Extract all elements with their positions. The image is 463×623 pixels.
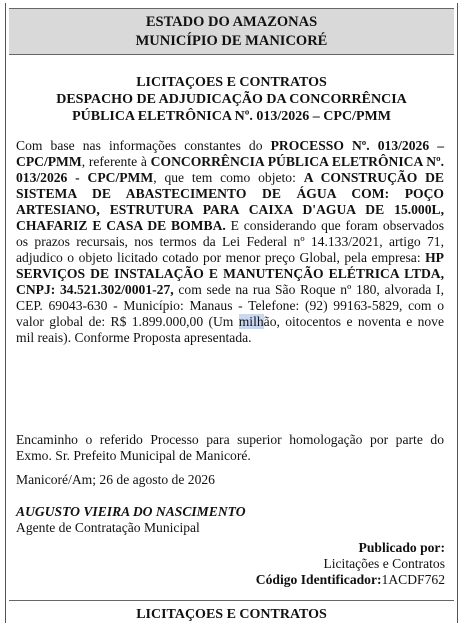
identifier-label: Código Identificador:: [255, 572, 382, 587]
forwarding-paragraph: Encaminho o referido Processo para superior homologação por parte do Exmo. Sr. Prefeito Municipal de Manicoré.: [16, 432, 444, 463]
despacho-title-line1: DESPACHO DE ADJUDICAÇÃO DA CONCORRÊNCIA: [56, 92, 407, 107]
signatory-role: Agente de Contratação Municipal: [16, 520, 200, 535]
body-text: ão, oitocentos e noventa e nove mil reais). Conforme Proposta apresentada.: [16, 314, 444, 345]
selected-text-highlight[interactable]: milh: [238, 314, 264, 329]
concorrencia-number: CONCORRÊNCIA PÚBLICA ELETRÔNICA Nº. 013/2026 - CPC/PMM: [16, 154, 444, 185]
process-number: PROCESSO Nº. 013/2026 – CPC/PMM: [16, 138, 444, 169]
company-name: HP SERVIÇOS DE INSTALAÇÃO E MANUTENÇÃO ELÉTRICA LTDA, CNPJ: 34.521.302/0001-27,: [16, 250, 444, 297]
published-by-value: Licitações e Contratos: [323, 556, 445, 571]
date-line: Manicoré/Am; 26 de agosto de 2026: [16, 472, 215, 487]
identifier-code: 1ACDF762: [381, 572, 445, 587]
body-text: E considerando que foram observados os prazos recursais, nos termos da Lei Federal nº 14.133/2021, artigo 71, adjudico o objeto licitado cotado por menor preço Global, pela empresa:: [16, 218, 444, 265]
section-divider: [9, 600, 454, 601]
despacho-title-line2: PÚBLICA ELETRÔNICA Nº. 013/2026 – CPC/PMM: [72, 109, 391, 124]
document-title: [9, 74, 454, 125]
published-by-label: Publicado por:: [358, 540, 445, 555]
signatory-name: AUGUSTO VIEIRA DO NASCIMENTO: [16, 504, 246, 519]
publication-info: [256, 540, 445, 588]
contract-object: A CONSTRUÇÃO DE SISTEMA DE ABASTECIMENTO DE ÁGUA COM: POÇO ARTESIANO, ESTRUTURA PARA CAIXA D'AGUA DE 15.000L, CHAFARIZ E CASA DE BOMBA.: [16, 170, 444, 233]
state-name: ESTADO DO AMAZONAS: [145, 14, 318, 30]
body-text: com sede na rua São Roque nº 180, alvorada I, CEP. 69043-630 - Município: Manaus - Telefone: (92) 99163-5829, com o valor global de: R$ 1.899.000,00 (Um: [16, 282, 444, 329]
municipality-name: MUNICÍPIO DE MANICORÉ: [135, 33, 328, 49]
body-text: , referente à: [81, 154, 151, 169]
body-text: , que tem como objeto:: [153, 170, 304, 185]
body-text: Com base nas informações constantes do: [16, 138, 271, 153]
section-title: LICITAÇOES E CONTRATOS: [136, 75, 327, 90]
document-header: [9, 8, 454, 55]
identifier-line: [256, 572, 445, 588]
despacho-body: [16, 138, 444, 346]
next-section-title: LICITAÇOES E CONTRATOS: [136, 607, 327, 622]
